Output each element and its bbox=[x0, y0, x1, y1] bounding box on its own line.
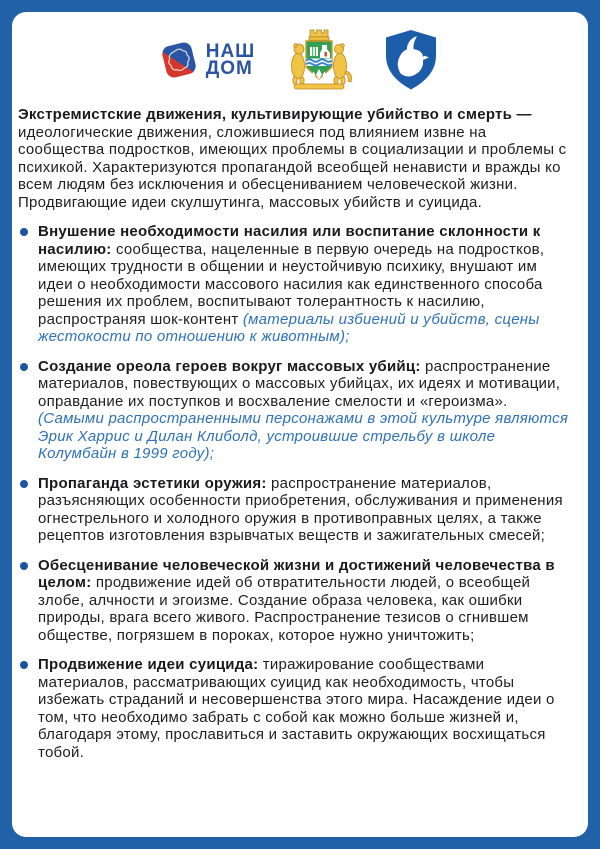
intro-paragraph bbox=[18, 106, 576, 211]
bullet-list bbox=[18, 223, 576, 761]
list-item-devaluation bbox=[18, 557, 576, 645]
bullet-heading: Пропаганда эстетики оружия: bbox=[38, 474, 267, 492]
document-page bbox=[12, 12, 588, 837]
document-body bbox=[12, 94, 588, 761]
bullet-note: (материалы избиений и убийств, сцены жестокости по отношению к животным); bbox=[38, 310, 540, 345]
bullet-text: сообщества, нацеленные в первую очередь на подростков, имеющих трудности в общении и неустойчивую психику, внушают им идеи о необходимости массового насилия как единственного способа решения их проблем, воспитывают толерантность к насилию, распространяя шок-контент bbox=[38, 240, 545, 328]
list-item-hero-halo bbox=[18, 358, 576, 463]
list-item-violence bbox=[18, 223, 576, 346]
bullet-text: распространение материалов, разъясняющих особенности приобретения, обслуживания и применения огнестрельного и холодного оружия в противоправных целях, а также рецептов изготовления взрывчатых веществ и зажигательных смесей; bbox=[38, 474, 563, 544]
nash-dom-word-1: НАШ bbox=[205, 41, 256, 62]
nash-dom-word-2: ДОМ bbox=[205, 58, 253, 79]
list-item-weapons bbox=[18, 475, 576, 545]
intro-heading: Экстремистские движения, культивирующие убийство и смерть — bbox=[18, 106, 532, 123]
nash-dom-house-icon bbox=[161, 38, 197, 82]
nash-dom-logo bbox=[161, 38, 256, 82]
logo-header bbox=[12, 12, 588, 94]
bullet-heading: Создание ореола героев вокруг массовых убийц: bbox=[38, 357, 421, 375]
bullet-text: распространение материалов, повествующих о массовых убийцах, их идеях и мотивации, оправдание их поступков и восхваление смелости и «героизма». bbox=[38, 357, 561, 410]
bullet-text: тиражирование сообществами материалов, рассматривающих суицид как необходимость, чтобы избежать страданий и несовершенства этого мира. Насаждение идеи о том, что необходимо забрать с собой как можно больше жизней и, благодаря этому, прославиться и заставить окружающих восхищаться тобой. bbox=[38, 656, 555, 761]
nash-dom-wordmark bbox=[206, 43, 256, 77]
bullet-heading: Обесценивание человеческой жизни и достижений человечества в целом: bbox=[38, 556, 555, 591]
bullet-heading: Внушение необходимости насилия или воспитание склонности к насилию: bbox=[38, 223, 541, 258]
yekaterinburg-coat-of-arms-icon bbox=[285, 27, 353, 93]
intro-text: идеологические движения, сложившиеся под влиянием извне на сообщества подростков, имеющих проблемы в социализации и проблемы с психикой. Характеризуются пропагандой всеобщей ненависти и вражды ко всем людям без исключения и обесцениванием человеческой жизни. Продвигающие идеи скулшутинга, массовых убийств и суицида. bbox=[18, 123, 567, 211]
bullet-text: продвижение идей об отвратительности людей, о всеобщей злобе, алчности и эгоизме. Создание образа человека, как ошибки природы, врага всего живого. Распространение тезисов о сгнившем обществе, погрязшем в пороках, которое нужно уничтожить; bbox=[38, 574, 531, 644]
shield-dove-icon bbox=[383, 29, 439, 91]
list-item-suicide bbox=[18, 656, 576, 761]
bullet-heading: Продвижение идеи суицида: bbox=[38, 656, 259, 673]
bullet-note: (Самыми распространенными персонажами в этой культуре являются Эрик Харрис и Дилан Клиболд, устроившие стрельбу в школе Колумбайн в 1999 году); bbox=[38, 410, 569, 462]
